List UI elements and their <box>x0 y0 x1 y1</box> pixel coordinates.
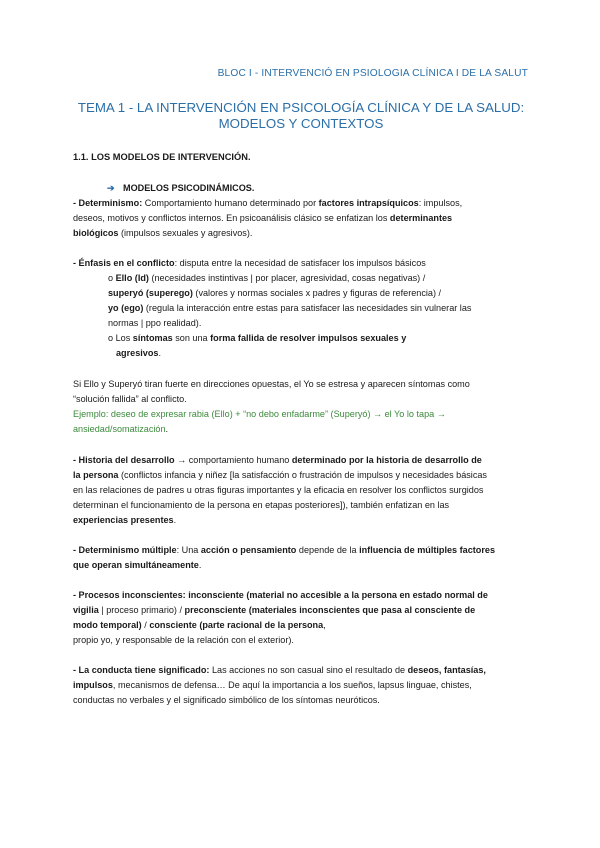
tema-title-line2: MODELOS Y CONTEXTOS <box>218 116 384 131</box>
subheading <box>73 181 528 196</box>
si-line1: Si Ello y Superyó tiran fuerte en direcciones opuestas, el Yo se estresa y aparecen síntomas como <box>73 379 470 389</box>
multiple-line1: - Determinismo múltiple: Una acción o pensamiento depende de la influencia de múltiples factores <box>73 545 496 555</box>
sintomas-line1: o Los síntomas son una forma fallida de resolver impulsos sexuales y <box>108 333 407 343</box>
determinismo-line2: deseos, motivos y conflictos internos. En psicoanálisis clásico se enfatizan los determinantes <box>73 213 453 223</box>
determinismo-line3: biológicos (impulsos sexuales y agresivos). <box>73 228 253 238</box>
historia-line4: determinan el funcionamiento de la persona en etapas posteriores]), también enfatizan en las <box>73 500 450 510</box>
bloc-header: BLOC I - INTERVENCIÓ EN PSIOLOGIA CLÍNICA I DE LA SALUT <box>217 68 528 79</box>
yo-line1: yo (ego) (regula la interacción entre estas para satisfacer las necesidades sin vulnerar las <box>108 303 472 313</box>
ejemplo-line2: ansiedad/somatización. <box>73 424 169 434</box>
conducta-line3: conductas no verbales y el significado simbólico de los síntomas neuróticos. <box>73 695 380 705</box>
si-line2: “solución fallida” al conflicto. <box>73 394 187 404</box>
tema-title-line1: TEMA 1 - LA INTERVENCIÓN EN PSICOLOGÍA CLÍNICA Y DE LA SALUD: <box>77 100 525 115</box>
procesos-line3: modo temporal) / consciente (parte racional de la persona, <box>73 620 326 630</box>
ello-line: o Ello (Id) (necesidades instintivas | por placer, agresividad, cosas negativas) / <box>108 273 426 283</box>
section-title: 1.1. LOS MODELOS DE INTERVENCIÓN. <box>73 152 251 162</box>
subheading-text: MODELOS PSICODINÁMICOS. <box>123 183 255 193</box>
determinismo-line1: - Determinismo: Comportamiento humano determinado por factores intrapsíquicos: impulsos, <box>73 198 463 208</box>
document-body <box>73 150 528 708</box>
superyo-line: superyó (superego) (valores y normas sociales x padres y figuras de referencia) / <box>108 288 442 298</box>
historia-line1: - Historia del desarrollo → comportamiento humano determinado por la historia de desarrollo de <box>73 455 482 465</box>
tema-title <box>70 100 532 132</box>
sintomas-line2: agresivos. <box>116 348 161 358</box>
enfasis-line1: - Énfasis en el conflicto: disputa entre la necesidad de satisfacer los impulsos básicos <box>73 258 426 268</box>
conducta-line2: impulsos, mecanismos de defensa… De aquí la importancia a los sueños, lapsus linguae, chistes, <box>73 680 472 690</box>
yo-line2: normas | ppo realidad). <box>108 318 202 328</box>
arrow-right-icon: ➔ <box>107 183 115 193</box>
ejemplo-line1: Ejemplo: deseo de expresar rabia (Ello) + “no debo enfadarme” (Superyó) → el Yo lo tapa → <box>73 409 446 419</box>
procesos-line4: propio yo, y responsable de la relación con el exterior). <box>73 635 294 645</box>
procesos-line1: - Procesos inconscientes: inconsciente (material no accesible a la persona en estado normal de <box>73 590 488 600</box>
conducta-line1: - La conducta tiene significado: Las acciones no son casual sino el resultado de deseos, fantasías, <box>73 665 486 675</box>
historia-line5: experiencias presentes. <box>73 515 177 525</box>
historia-line2: la persona (conflictos infancia y niñez [la satisfacción o frustración de impulsos y necesidades básicas <box>73 470 487 480</box>
multiple-line2: que operan simultáneamente. <box>73 560 202 570</box>
procesos-line2: vigilia | proceso primario) / preconsciente (materiales inconscientes que pasa al consciente de <box>73 605 476 615</box>
historia-line3: en las relaciones de padres u otras figuras importantes y la eficacia en resolver los conflictos surgidos <box>73 485 484 495</box>
